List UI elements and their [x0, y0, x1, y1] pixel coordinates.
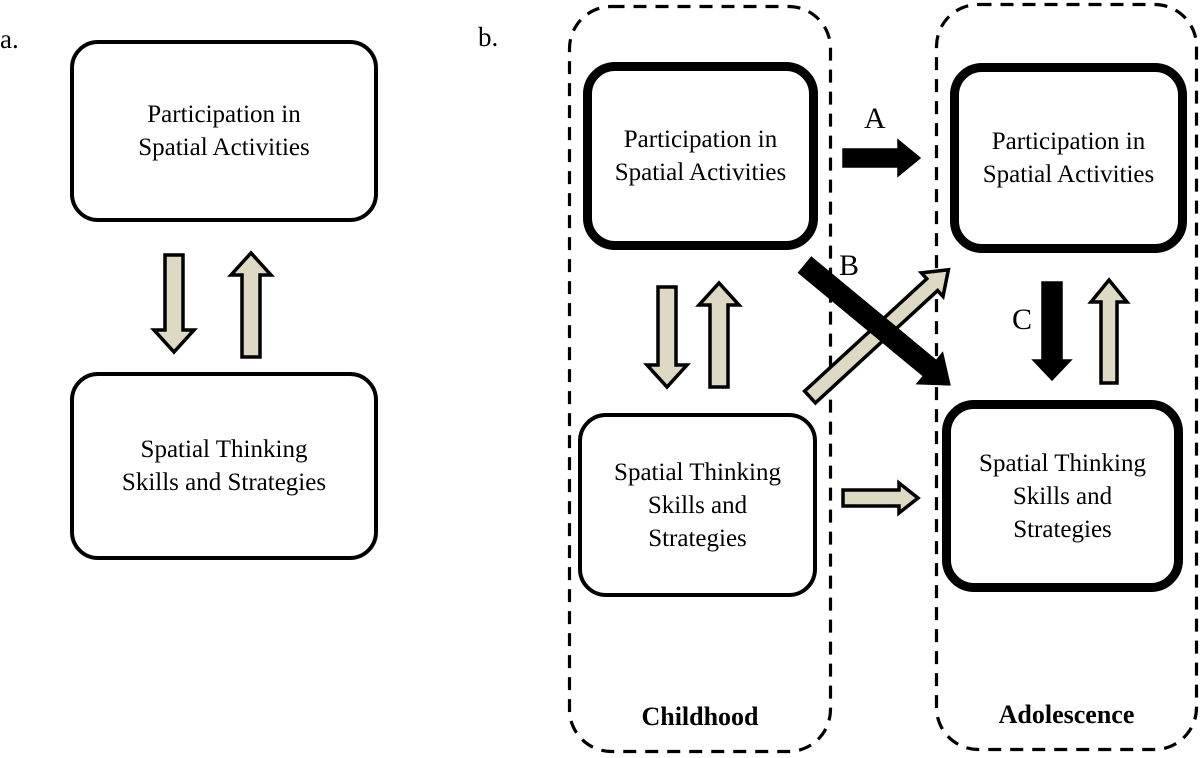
arrow-b-label: B: [839, 249, 860, 282]
panel-a-participation-box: [70, 40, 378, 222]
panel-a-spatial-thinking-box: [70, 372, 378, 560]
childhood-up-arrow-icon: [699, 283, 739, 387]
adolescence-spatial-thinking-box: [942, 400, 1183, 592]
arrow-c-icon: [1033, 282, 1071, 380]
adolescence-participation-box: [950, 63, 1187, 253]
panel-a-down-arrow-icon: [154, 255, 194, 352]
box-text-line: Skills and: [647, 491, 748, 519]
box-text-line: Spatial Activities: [614, 159, 787, 186]
childhood-participation-box: [583, 62, 818, 250]
box-text-line: Participation in: [147, 101, 301, 128]
box-text-line: Spatial Thinking: [614, 458, 781, 486]
panel-a-label: a.: [0, 24, 19, 54]
horizontal-beige-arrow-icon: [843, 483, 918, 513]
box-text-line: Participation in: [991, 128, 1146, 155]
childhood-spatial-thinking-box: [578, 413, 817, 597]
arrow-a-label: A: [864, 102, 886, 135]
box-text-line: Strategies: [1013, 515, 1112, 543]
box-text-line: Spatial Activities: [138, 134, 310, 161]
arrow-c-label: C: [1012, 303, 1033, 336]
panel-b-label: b.: [478, 22, 499, 52]
box-text-line: Spatial Thinking: [979, 449, 1146, 477]
box-text-line: Skills and Strategies: [121, 469, 327, 496]
adolescence-up-arrow-icon: [1091, 280, 1127, 383]
box-text-line: Participation in: [623, 126, 778, 153]
box-text-line: Skills and: [1012, 482, 1113, 510]
box-text-line: Spatial Activities: [982, 161, 1155, 188]
panel-a-up-arrow-icon: [231, 253, 271, 357]
box-text-line: Spatial Thinking: [140, 436, 308, 463]
box-text-line: Strategies: [648, 524, 747, 552]
arrow-a-icon: [843, 140, 920, 176]
adolescence-stage-label: Adolescence: [998, 700, 1135, 729]
childhood-stage-label: Childhood: [641, 702, 759, 731]
childhood-down-arrow-icon: [647, 287, 687, 387]
